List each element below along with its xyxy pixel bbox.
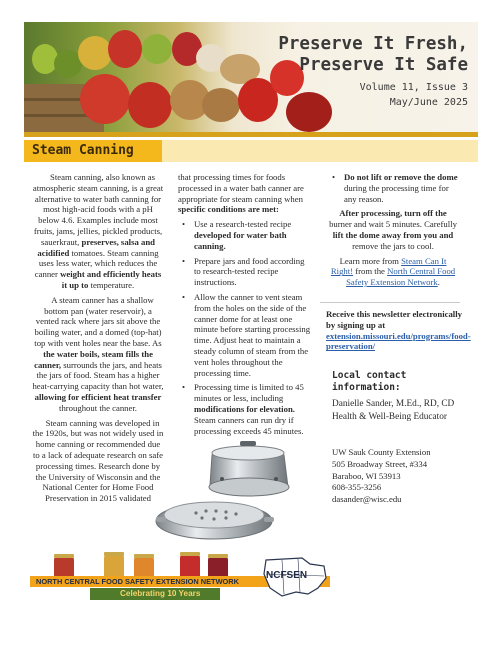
bullet-item: • Prepare jars and food according to research-tested recipe instructions. bbox=[178, 256, 312, 288]
pepper-illustration bbox=[286, 92, 332, 132]
jar-illustration bbox=[180, 554, 200, 578]
contact-person bbox=[332, 398, 454, 423]
paragraph: that processing times for foods processed in a water bath canner are appropriate for steam canning when specific conditions are met: bbox=[178, 172, 304, 215]
pepper-illustration bbox=[78, 36, 112, 70]
tomato-illustration bbox=[128, 82, 172, 128]
bullet-item: • Allow the canner to vent steam from the holes on the side of the canner dome for at least one minute before starting processing time. Adjust heat to maintain a steady column of steam from the vent holes throughout the processing time. bbox=[178, 292, 312, 378]
column-3 bbox=[328, 172, 458, 292]
contact-email[interactable]: dasander@wisc.edu bbox=[332, 494, 402, 505]
contact-heading: Local contact information: bbox=[332, 370, 407, 393]
contact-role: Health & Well-Being Educator bbox=[332, 411, 447, 422]
newsletter-link[interactable]: extension.missouri.edu/programs/food-preservation/ bbox=[326, 330, 471, 352]
header-divider bbox=[24, 132, 478, 137]
paragraph: Steam canning, also known as atmospheric steam canning, is a great alternative to water bath canning for most high-acid foods with a pH below 4.6. Examples include most fruits, jams, jellies, pickled products, sauerkraut, preserves, salsa and acidified tomatoes. Steam canning uses less water, which reduces the canner weight and efficiently heats it up to temperature. bbox=[32, 172, 164, 290]
paragraph: A steam canner has a shallow bottom pan (water reservoir), a vented rack where jars sit above the boiling water, and a domed (top-hat) top with vent holes near the base. As the water boils, steam fills the canner, surrounds the jars, and heats the jars of food. Steam has a higher heat-carrying capacity than hot water, allowing for efficient heat transfer throughout the canner. bbox=[32, 294, 164, 413]
paragraph: Learn more from Steam Can It Right! from the North Central Food Safety Extension Network. bbox=[330, 255, 456, 288]
network-name: NORTH CENTRAL FOOD SAFETY EXTENSION NETWORK bbox=[36, 577, 239, 586]
bullet-item: • Do not lift or remove the dome during the processing time for any reason. bbox=[328, 172, 458, 204]
paragraph: Steam canning was developed in the 1920s, but was not widely used in home canning or recommended due to a lack of adequate research on safe processing times. Research done by the University of Wisconsin and the National Center for Home Food Preservation in 2015 validated bbox=[32, 417, 164, 504]
section-title-rule bbox=[162, 140, 478, 162]
steam-can-it-right-link[interactable]: Steam Can It Right! bbox=[330, 255, 447, 277]
section-title: Steam Canning bbox=[32, 143, 134, 158]
apple-illustration bbox=[108, 30, 142, 68]
header-banner bbox=[24, 22, 478, 132]
section-title-bar bbox=[24, 140, 162, 162]
potato-illustration bbox=[202, 88, 240, 122]
newsletter-title: Preserve It Fresh, Preserve It Safe bbox=[278, 34, 468, 75]
column-1 bbox=[32, 172, 164, 508]
contact-name: Danielle Sander, M.Ed., RD, CD bbox=[332, 399, 455, 409]
jar-illustration bbox=[54, 556, 74, 578]
anniversary-strip bbox=[90, 588, 220, 600]
bullet-item: • Processing time is limited to 45 minutes or less, including modifications for elevation. Steam canners can run dry if processing exceeds 45 minutes. bbox=[178, 382, 312, 436]
bullet-item: • Use a research-tested recipe developed for water bath canning. bbox=[178, 219, 312, 251]
issue-info: Volume 11, Issue 3 May/June 2025 bbox=[359, 82, 468, 108]
divider bbox=[320, 302, 460, 303]
anniversary-text: Celebrating 10 Years bbox=[120, 589, 201, 598]
pepper-illustration bbox=[142, 34, 172, 64]
contact-address: UW Sauk County Extension 505 Broadway Street, #334 Baraboo, WI 53913 608-355-3256 dasander@wisc.edu bbox=[332, 447, 431, 505]
jar-illustration bbox=[208, 556, 228, 578]
ncfsen-link[interactable]: North Central Food Safety Extension Network bbox=[346, 266, 456, 288]
paragraph: After processing, turn off the burner and wait 5 minutes. Carefully lift the dome away from you and remove the jars to cool. bbox=[329, 208, 457, 251]
tomato-illustration bbox=[80, 74, 130, 124]
jar-illustration bbox=[134, 556, 154, 578]
ncfsen-logo-text: NCFSEN bbox=[266, 570, 308, 581]
jar-illustration bbox=[104, 554, 124, 578]
steam-canner-illustration bbox=[152, 435, 300, 550]
column-2 bbox=[178, 172, 312, 440]
newsletter-signup: Receive this newsletter electronically by signing up at extension.missouri.edu/programs/food-preservation/ bbox=[326, 309, 471, 352]
